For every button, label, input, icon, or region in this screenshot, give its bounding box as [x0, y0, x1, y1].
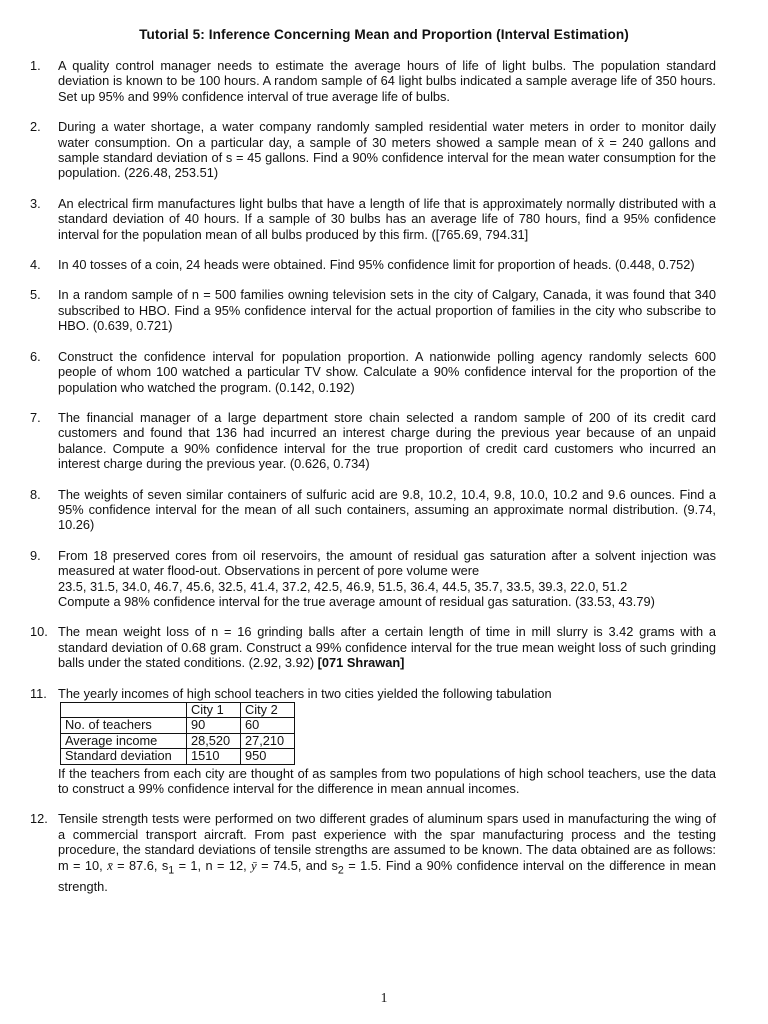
question-intro: The yearly incomes of high school teachers in two cities yielded the following tabulation [58, 685, 552, 701]
question-3 [30, 196, 716, 242]
table-cell: 28,520 [187, 733, 241, 748]
observation-values: 23.5, 31.5, 34.0, 46.7, 45.6, 32.5, 41.4, 37.2, 42.5, 46.9, 51.5, 36.4, 44.5, 35.7, 33.5, 39.3, 22.0, 51.2 [58, 578, 628, 594]
question-number: 2. [30, 119, 41, 135]
question-number: 12. [30, 811, 48, 827]
table-cell: 60 [241, 718, 295, 733]
table-header-cell: City 1 [187, 703, 241, 718]
table-header-row [61, 703, 295, 718]
table-cell: 27,210 [241, 733, 295, 748]
question-9 [30, 548, 716, 610]
question-text: The mean weight loss of n = 16 grinding balls after a certain length of time in mill slurry is 3.42 grams with a standard deviation of 0.68 gram. Construct a 99% confidence interval for the true mean weight loss of such grinding balls under the stated conditions. (2.92, 3.92) [58, 624, 716, 671]
question-text: = 87.6, s [112, 857, 169, 873]
question-12 [30, 811, 716, 894]
question-text: Construct the confidence interval for population proportion. A nationwide polling agency randomly selects 600 people of whom 100 watched a particular TV show. Calculate a 90% confidence interval for the proportion of the population who watched the program. (0.142, 0.192) [58, 348, 716, 395]
question-10 [30, 624, 716, 670]
question-text: A quality control manager needs to estimate the average hours of life of light bulbs. The population standard deviation is known to be 100 hours. A random sample of 64 light bulbs indicated a sample average life of 350 hours. Set up 95% and 99% confidence interval of true average life of bulbs. [58, 58, 716, 104]
question-text: Tensile strength tests were performed on two different grades of aluminum spars used in manufacturing the wing of a commercial transport aircraft. From past experience with the spar manufacturing process and the testing procedure, the standard deviations of tensile strengths are assumed to be known. The data obtained are as follows: m = 10, [58, 811, 716, 873]
question-text: During a water shortage, a water company randomly sampled residential water meters in order to monitor daily water consumption. On a particular day, a sample of 30 meters showed a sample mean of x̄ = 240 gallons and sample standard deviation of s = 45 gallons. Find a 90% confidence interval for the mean water consumption for the population. (226.48, 253.51) [58, 119, 716, 181]
income-table [60, 702, 295, 765]
page-number: 1 [380, 990, 388, 1005]
subscript-1: 1 [168, 864, 175, 877]
subscript-2: 2 [337, 864, 344, 877]
question-number: 6. [30, 348, 41, 364]
question-4 [30, 257, 716, 272]
question-text: = 1.5. Find a 90% confidence interval on the difference in mean strength. [58, 857, 717, 894]
question-text-wrapper [58, 811, 716, 894]
table-cell: Standard deviation [61, 749, 187, 764]
table-cell: Average income [61, 733, 187, 748]
question-number: 5. [30, 287, 41, 303]
question-number: 9. [30, 547, 41, 563]
table-cell: 950 [241, 749, 295, 764]
question-text: From 18 preserved cores from oil reservoirs, the amount of residual gas saturation after a solvent injection was measured at water flood-out. Observations in percent of pore volume were [58, 547, 716, 579]
question-text: = 1, n = 12, [174, 857, 252, 873]
question-text: In a random sample of n = 500 families owning television sets in the city of Calgary, Canada, it was found that 340 subscribed to HBO. Find a 95% confidence interval for the actual proportion of families in the city who subscribe to HBO. (0.639, 0.721) [58, 287, 716, 334]
question-7 [30, 410, 716, 472]
question-text-continued: Compute a 98% confidence interval for the true average amount of residual gas saturation. (33.53, 43.79) [58, 593, 655, 609]
question-number: 4. [30, 257, 41, 273]
question-2 [30, 119, 716, 181]
question-text-after-table: If the teachers from each city are thought of as samples from two populations of high school teachers, use the data to construct a 99% confidence interval for the difference in mean annual incomes. [58, 765, 716, 797]
question-text-wrapper [58, 624, 716, 670]
question-number: 3. [30, 195, 41, 211]
question-5 [30, 287, 716, 333]
question-number: 11. [30, 685, 47, 701]
table-row [61, 733, 295, 748]
question-number: 10. [30, 624, 48, 640]
table-cell: 1510 [187, 749, 241, 764]
table-header-cell [61, 703, 187, 718]
question-1 [30, 58, 716, 104]
question-8 [30, 487, 716, 533]
table-row [61, 749, 295, 764]
question-list [30, 58, 716, 909]
question-number: 8. [30, 486, 41, 502]
y-bar-symbol: ȳ [251, 858, 257, 873]
question-text: An electrical firm manufactures light bulbs that have a length of life that is approximately normally distributed with a standard deviation of 40 hours. If a sample of 30 bulbs has an average life of 780 hours, find a 95% confidence interval for the population mean of all bulbs produced by this firm. ([765.69, 794.31] [58, 195, 716, 242]
question-text: The financial manager of a large department store chain selected a random sample of 200 of its credit card customers and found that 136 had incurred an interest charge during the previous year because of an unpaid balance. Compute a 90% confidence interval for the true proportion of credit card customers who incurred an interest charge during the previous year. (0.626, 0.734) [58, 409, 716, 472]
table-row [61, 718, 295, 733]
question-number: 1. [30, 58, 41, 73]
page-title: Tutorial 5: Inference Concerning Mean and Proportion (Interval Estimation) [139, 27, 629, 42]
table-header-cell: City 2 [241, 703, 295, 718]
question-text: The weights of seven similar containers of sulfuric acid are 9.8, 10.2, 10.4, 9.8, 10.0, 10.2 and 9.6 ounces. Find a 95% confidence interval for the mean of all such containers, assuming an approximate normal distribution. (9.74, 10.26) [58, 486, 716, 533]
question-number: 7. [30, 409, 41, 425]
question-text: In 40 tosses of a coin, 24 heads were obtained. Find 95% confidence limit for proportion of heads. (0.448, 0.752) [58, 257, 695, 273]
table-cell: No. of teachers [61, 718, 187, 733]
x-bar-symbol: x̄ [107, 858, 113, 873]
question-6 [30, 349, 716, 395]
question-11 [30, 686, 716, 797]
table-cell: 90 [187, 718, 241, 733]
question-text: = 74.5, and s [256, 857, 338, 873]
exam-tag: [071 Shrawan] [317, 655, 405, 671]
